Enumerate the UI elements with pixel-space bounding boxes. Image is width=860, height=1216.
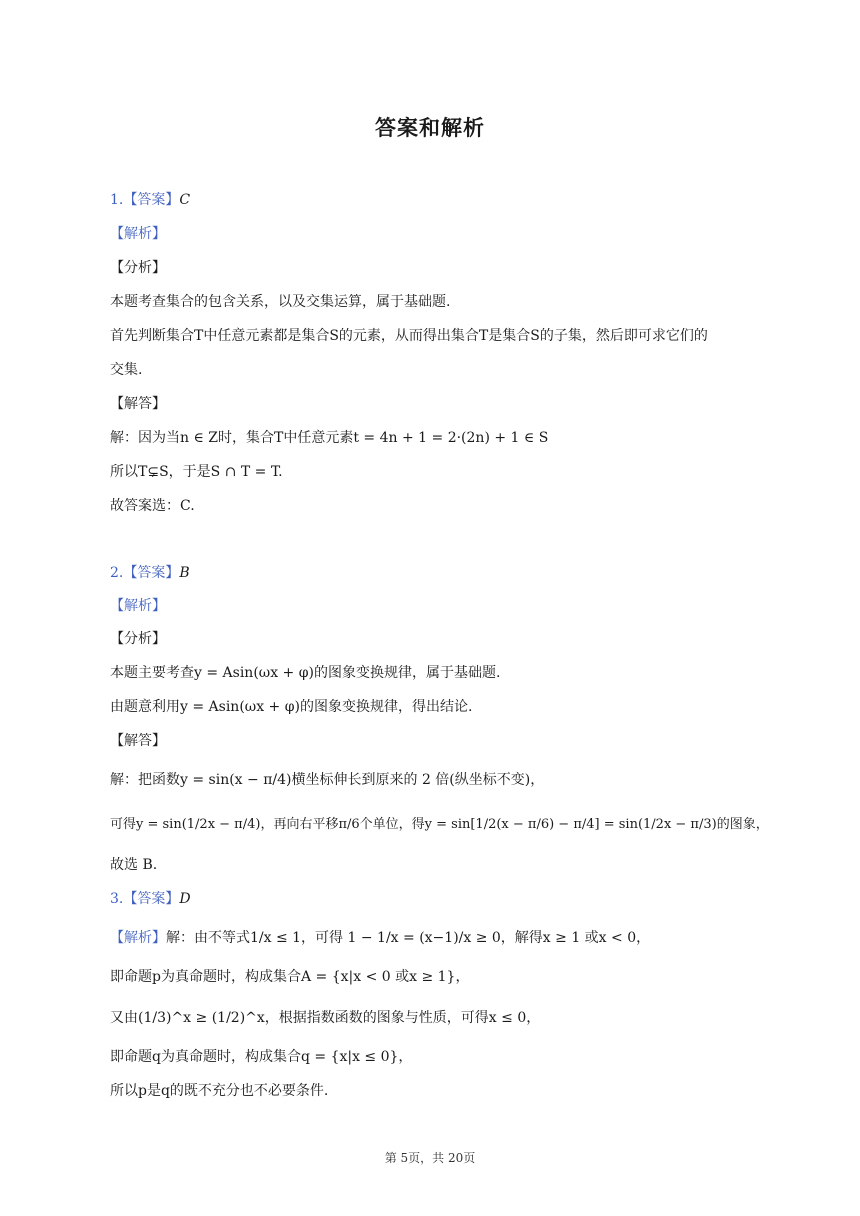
q1-text-2: 首先判断集合T中任意元素都是集合S的元素，从而得出集合T是集合S的子集，然后即可求它们的 bbox=[110, 328, 708, 344]
q3-text-4: 即命题q为真命题时，构成集合q = {x|x ≤ 0}， bbox=[110, 1049, 413, 1065]
q1-text-4: 解：因为当n ∈ Z时，集合T中任意元素t = 4n + 1 = 2·(2n) + 1 ∈ S bbox=[110, 430, 549, 446]
q3-answer-label: 3.【答案】 bbox=[110, 891, 180, 907]
q3-text-5: 所以p是q的既不充分也不必要条件. bbox=[110, 1083, 329, 1099]
q1-text-1: 本题考查集合的包含关系，以及交集运算，属于基础题. bbox=[110, 294, 451, 310]
q1-text-3: 交集. bbox=[110, 362, 143, 378]
q2-jiexi-heading: 【解析】 bbox=[110, 598, 166, 614]
q2-fenxi-heading: 【分析】 bbox=[110, 631, 166, 647]
page-footer: 第 5页，共 20页 bbox=[384, 1151, 476, 1165]
q1-answer-value: C bbox=[179, 192, 191, 208]
q3-text-2: 即命题p为真命题时，构成集合A = {x|x < 0 或x ≥ 1}， bbox=[110, 969, 470, 985]
q2-text-3: 解：把函数y = sin(x − π/4)横坐标伸长到原来的 2 倍(纵坐标不变)， bbox=[110, 772, 545, 788]
q2-text-1: 本题主要考查y = Asin(ωx + φ)的图象变换规律，属于基础题. bbox=[110, 665, 501, 681]
q2-text-5: 故选 B. bbox=[110, 857, 158, 873]
page-title: 答案和解析 bbox=[375, 116, 485, 140]
q1-text-6: 故答案选：C. bbox=[110, 498, 195, 514]
q3-text-3: 又由(1/3)^x ≥ (1/2)^x，根据指数函数的图象与性质，可得x ≤ 0， bbox=[110, 1010, 541, 1026]
q2-answer-line bbox=[110, 563, 760, 583]
q3-answer-value: D bbox=[179, 891, 191, 907]
q2-answer-label: 2.【答案】 bbox=[110, 565, 180, 581]
q1-jieda-heading: 【解答】 bbox=[110, 396, 166, 412]
q3-jiexi-heading: 【解析】 bbox=[110, 930, 166, 946]
q3-answer-line bbox=[110, 889, 760, 909]
q2-text-2: 由题意利用y = Asin(ωx + φ)的图象变换规律，得出结论. bbox=[110, 699, 473, 715]
q1-fenxi-heading: 【分析】 bbox=[110, 260, 166, 276]
q3-text-1-line bbox=[110, 928, 760, 948]
q1-jiexi-heading: 【解析】 bbox=[110, 226, 166, 242]
q1-text-5: 所以T⊊S，于是S ∩ T = T. bbox=[110, 464, 283, 480]
q2-answer-value: B bbox=[179, 565, 190, 581]
q2-text-4: 可得y = sin(1/2x − π/4)，再向右平移π/6个单位，得y = sin[1/2(x − π/6) − π/4] = sin(1/2x − π/3)的图象， bbox=[110, 817, 769, 832]
q2-jieda-heading: 【解答】 bbox=[110, 733, 166, 749]
q1-answer-line bbox=[110, 190, 760, 210]
q1-answer-label: 1.【答案】 bbox=[110, 192, 180, 208]
q3-text-1: 解：由不等式1/x ≤ 1，可得 1 − 1/x = (x−1)/x ≥ 0，解得x ≥ 1 或x < 0， bbox=[166, 930, 651, 946]
